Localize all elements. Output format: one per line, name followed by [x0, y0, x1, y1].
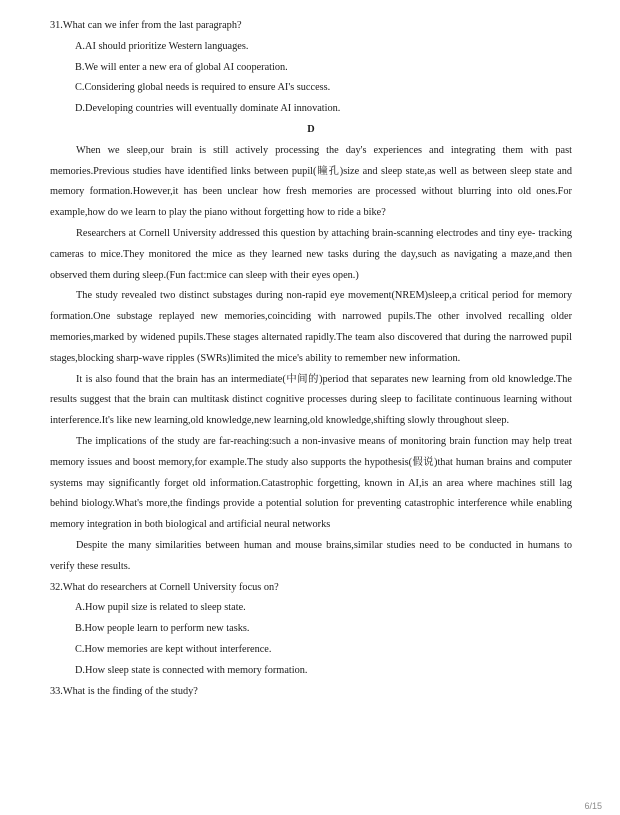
page-number: 6/15 — [584, 801, 602, 811]
question-31-option-c: C.Considering global needs is required to ensure AI's success. — [75, 82, 331, 94]
question-31: 31.What can we infer from the last paragraph? — [50, 20, 242, 31]
passage-paragraph-2: Researchers at Cornell University addressed this question by attaching brain-scanning electrodes and tiny eye- tracking cameras to mice.They monitored the mice as they learned new tasks during the day,such as navigating a maze,and then observed them during sleep.(Fun fact:mice can sleep with their eyes open.) — [50, 227, 572, 281]
question-31-option-d: D.Developing countries will eventually dominate AI innovation. — [75, 103, 341, 115]
question-33: 33.What is the finding of the study? — [50, 685, 198, 697]
passage-paragraph-1: When we sleep,our brain is still actively processing the day's experiences and integrating them with past memories.Previous studies have identified links between pupil(瞳孔)size and sleep state,as well as between sleep state and memory formation.However,it has been unclear how fresh memories are processed without blurring into old ones.For example,how do we learn to play the piano without forgetting how to ride a bike? — [50, 144, 572, 219]
question-32-option-d: D.How sleep state is connected with memory formation. — [75, 664, 308, 676]
page-content — [50, 16, 572, 702]
question-31-option-a: A.AI should prioritize Western languages. — [75, 40, 249, 52]
section-heading: D — [307, 123, 315, 135]
question-32-option-b: B.How people learn to perform new tasks. — [75, 623, 250, 635]
passage-paragraph-3: The study revealed two distinct substages during non-rapid eye movement(NREM)sleep,a critical period for memory formation.One substage replayed new memories,coinciding with narrowed pupils.The other involved recalling older memories,marked by widened pupils.These stages alternated rapidly.The team also discovered that during the narrowed pupil stages,blocking sharp-wave ripples (SWRs)limited the mice's ability to remember new information. — [50, 290, 572, 364]
passage-paragraph-5: The implications of the study are far-reaching:such a non-invasive means of monitoring brain function may help treat memory issues and boost memory,for example.The study also supports the hypothesis(假说)that human brains and computer systems may significantly forget old information.Catastrophic forgetting, known in AI,is an area where machines still lag behind biology.What's more,the findings provide a potential solution for preventing catastrophic interference while enabling memory integration in both biological and artificial neural networks — [50, 435, 572, 531]
question-31-option-b: B.We will enter a new era of global AI cooperation. — [75, 61, 288, 73]
passage-paragraph-6: Despite the many similarities between human and mouse brains,similar studies need to be conducted in humans to verify these results. — [50, 539, 572, 572]
question-32: 32.What do researchers at Cornell University focus on? — [50, 581, 279, 593]
passage-paragraph-4: It is also found that the brain has an intermediate(中间的)period that separates new learning from old knowledge.The results suggest that the brain can multitask distinct cognitive processes during sleep to facilitate continuous learning without interference.It's like new learning,old knowledge,new learning,old knowledge,shifting slowly throughout sleep. — [50, 373, 572, 427]
question-32-option-c: C.How memories are kept without interference. — [75, 643, 272, 655]
question-32-option-a: A.How pupil size is related to sleep state. — [75, 602, 246, 614]
